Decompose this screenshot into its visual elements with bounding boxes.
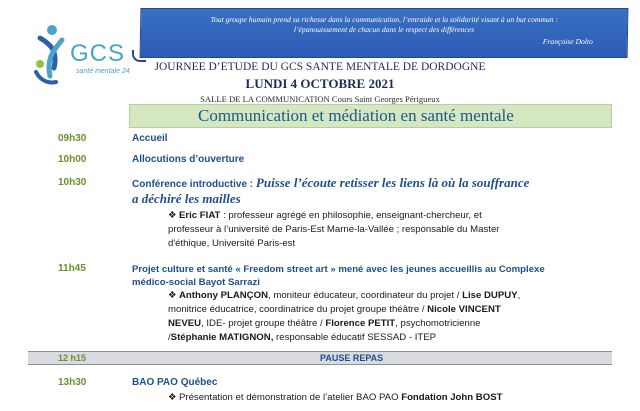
quote-author: Françoise Dolto: [542, 37, 593, 46]
conference-title-line-1: Puisse l’écoute retisser les liens là où la souffrance: [255, 175, 530, 190]
speaker-name: Eric FIAT: [179, 210, 221, 221]
conference-title-line-2: a déchiré les mailles: [132, 191, 241, 206]
time-pause: 12 h15: [58, 353, 87, 363]
speaker-role-2: professeur à l’université de Paris-Est Marne-la-Vallée ; responsable du Master: [168, 224, 500, 235]
baopao-detail-text: Présentation et démonstration de l’atelier BAO PAO: [179, 392, 402, 403]
speaker-planc: Anthony PLANÇON: [179, 290, 268, 301]
speaker-role-1: : professeur agrégé en philosophie, enseignant-chercheur, et: [220, 210, 482, 221]
separator: /: [168, 332, 171, 343]
time-projet: 11h45: [58, 263, 86, 274]
quote-banner: [140, 8, 629, 58]
projet-label-line-1: Projet culture et santé « Freedom street art » mené avec les jeunes accueillis au Complexe: [132, 264, 545, 275]
conference-speaker: [168, 209, 588, 251]
speaker-role-3: d'éthique, Université Paris-est: [168, 238, 296, 249]
label-baopao: BAO PAO Québec: [132, 377, 218, 388]
speaker-matignon-role: responsable éducatif SESSAD - ITEP: [273, 332, 437, 343]
conference-label: Conférence introductive :: [132, 179, 256, 190]
label-pause: PAUSE REPAS: [320, 353, 384, 363]
diamond-bullet-icon: ❖: [168, 290, 177, 301]
gcs-logo: [28, 20, 138, 92]
event-location: SALLE DE LA COMMUNICATION Cours Saint Georges Périgueux: [200, 94, 440, 104]
diamond-bullet-icon: ❖: [168, 392, 177, 403]
label-accueil: Accueil: [132, 133, 168, 144]
logo-title: GCS: [70, 40, 126, 67]
speaker-planc-role: , moniteur éducateur, coordinateur du projet /: [268, 290, 463, 301]
baopao-foundation: Fondation John BOST: [401, 392, 503, 403]
diamond-bullet-icon: ❖: [168, 210, 177, 221]
conference-block: [132, 175, 602, 191]
speaker-dupuy-sep: ,: [517, 290, 521, 301]
time-allocutions: 10h00: [58, 154, 87, 165]
quote-line-2: l’épanouissement de chacun dans le respect des différences: [293, 25, 475, 34]
projet-label: [132, 263, 612, 289]
event-date: LUNDI 4 OCTOBRE 2021: [245, 76, 395, 91]
theme-title: Communication et médiation en santé mentale: [198, 106, 514, 125]
speaker-dupuy-role: monitrice éducatrice, coordinatrice du projet groupe théâtre /: [168, 304, 428, 315]
speaker-vincent: Nicole VINCENT: [427, 304, 501, 315]
baopao-detail: [168, 391, 588, 405]
speaker-vincent-2: NEVEU: [168, 318, 202, 329]
speaker-dupuy: Lise DUPUY: [462, 290, 518, 301]
logo-subtitle: santé mentale 24: [76, 68, 130, 75]
people-logo-icon: [28, 20, 74, 92]
time-baopao: 13h30: [58, 377, 87, 388]
event-title: JOURNEE D’ETUDE DU GCS SANTE MENTALE DE DORDOGNE: [154, 61, 486, 73]
time-conference: 10h30: [58, 177, 87, 188]
speaker-petit: Florence PETIT: [325, 318, 396, 329]
speaker-vincent-role: , IDE- projet groupe théâtre /: [201, 318, 326, 329]
speaker-matignon: Stéphanie MATIGNON,: [170, 332, 274, 343]
time-accueil: 09h30: [58, 133, 87, 144]
label-allocutions: Allocutions d’ouverture: [132, 154, 245, 165]
quote-line-1: Tout groupe humain prend sa richesse dans la communication, l’entraide et la solidarité visant à un but commun :: [210, 15, 559, 24]
speaker-petit-role: , psychomotricienne: [395, 318, 481, 329]
projet-label-line-2: médico-social Bayot Sarrazi: [132, 277, 260, 288]
projet-speakers: [168, 289, 588, 345]
